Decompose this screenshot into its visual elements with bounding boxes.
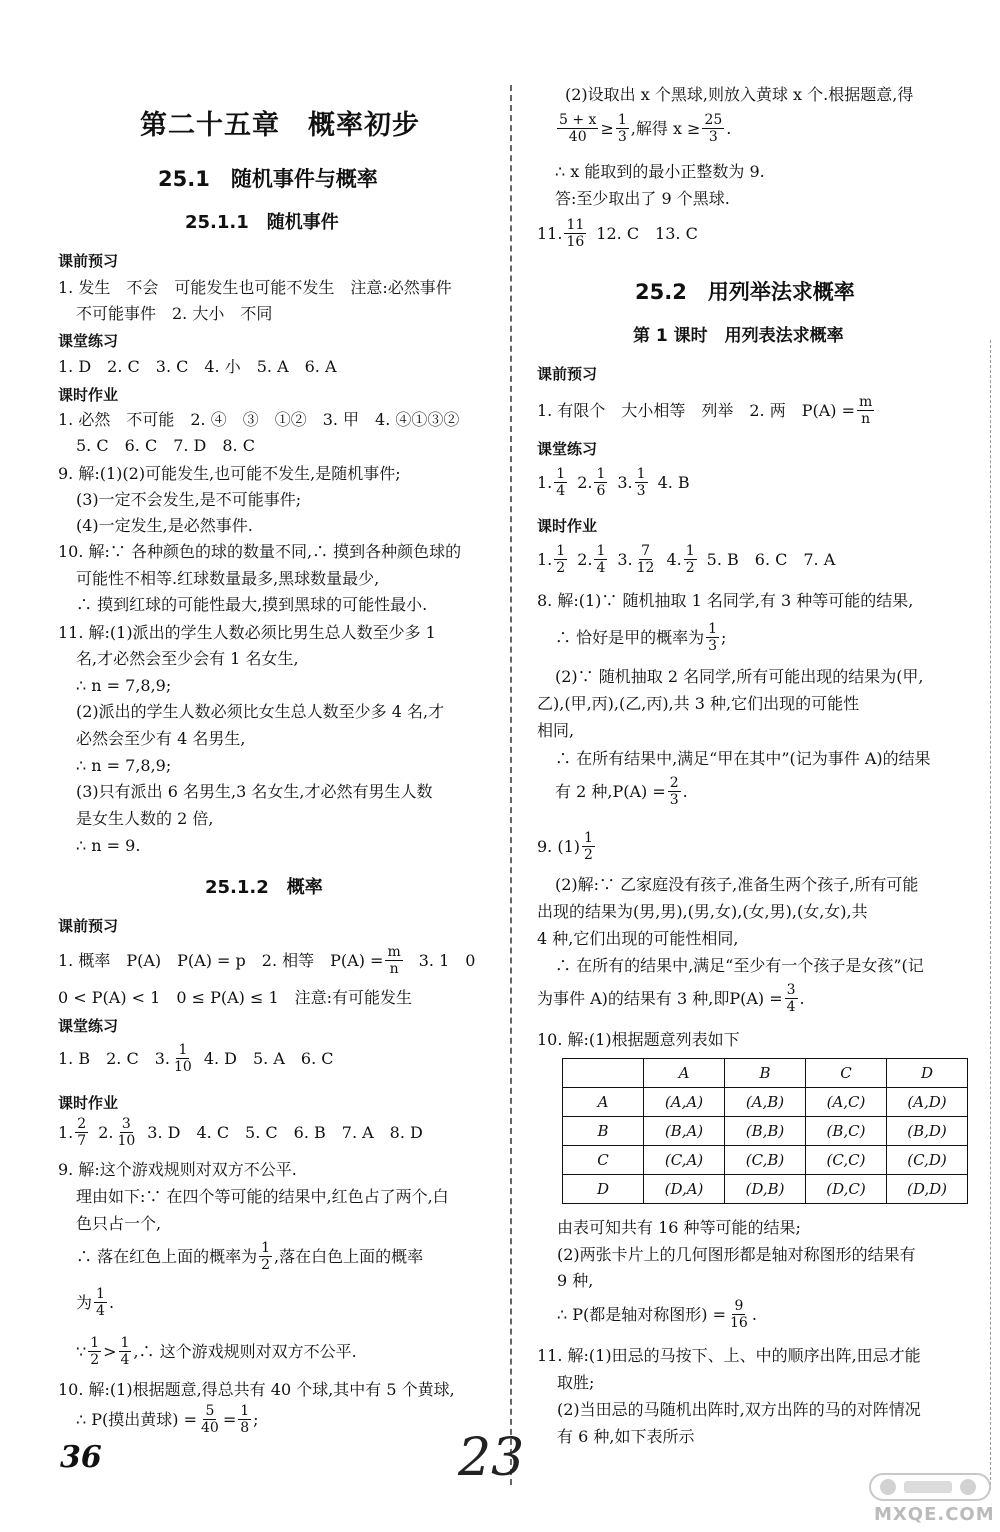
text-line: 相同, [537,721,575,740]
table-row [563,1117,968,1146]
table-row-label: C [563,1146,644,1175]
text-line: 4 种,它们出现的可能性相同, [537,929,739,948]
text-run: ∴ 恰好是甲的概率为 [555,627,705,647]
text-line-fraction [58,1042,334,1075]
fraction [594,543,607,576]
fraction [564,217,586,250]
table-cell: (A,A) [644,1088,725,1117]
numerator: 7 [641,543,651,559]
table-cell: (B,C) [806,1117,887,1146]
denominator: 10 [117,1133,136,1149]
text-run: 有 2 种,P(A) = [555,781,666,801]
text-line: 出现的结果为(男,男),(男,女),(女,男),(女,女),共 [537,902,868,921]
numerator: 1 [556,466,566,482]
text-line-fraction [555,112,731,145]
numerator: 9 [734,1298,744,1314]
denominator: 12 [636,560,655,576]
text-run: ,解得 x ≥ [630,118,701,138]
text-line: 必然会至少有 4 名男生, [76,729,246,748]
text-line: 9 种, [557,1271,594,1290]
fraction [199,1403,221,1436]
fraction [172,1042,194,1075]
text-line: (2)当田忌的马随机出阵时,双方出阵的马的对阵情况 [557,1400,921,1419]
table-cell: (C,C) [806,1146,887,1175]
denominator: 10 [173,1059,192,1075]
denominator: 6 [596,483,606,499]
text-line: 1. 发生 不会 可能发生也可能不发生 注意:必然事件 [58,278,452,297]
text-run: 1. B 2. C 3. [58,1048,170,1068]
fraction [75,1116,88,1149]
denominator: 4 [556,483,566,499]
denominator: 4 [120,1352,130,1368]
denominator: 7 [77,1133,87,1149]
section-title-25-2: 25.2 用列举法求概率 [635,280,855,304]
text-line: 11. 解:(1)田忌的马按下、上、中的顺序出阵,田忌才能 [537,1346,921,1365]
denominator: 40 [568,129,587,145]
denominator: 4 [786,999,796,1015]
text-run: ∴ P(都是轴对称图形) = [557,1304,727,1324]
text-line: (2)设取出 x 个黑球,则放入黄球 x 个.根据题意,得 [565,85,914,104]
text-run: . [799,988,805,1008]
numerator: 1 [617,112,627,128]
text-line: 10. 解:(1)根据题意列表如下 [537,1030,740,1049]
table-row [563,1175,968,1204]
numerator: 1 [261,1240,271,1256]
numerator: 1 [556,543,566,559]
denominator: 16 [566,234,585,250]
watermark-text: MXQE.COM [874,1504,995,1525]
text-run: 为事件 A)的结果有 3 种,即P(A) = [537,988,783,1008]
table-cell: (A,B) [725,1088,806,1117]
table-cell: (B,D) [887,1117,968,1146]
fraction [702,112,724,145]
numerator: 1 [596,466,606,482]
table-header-cell: A [644,1059,725,1088]
label-homework: 课时作业 [58,386,119,404]
text-line: (3)一定不会发生,是不可能事件; [76,490,302,509]
fraction [385,944,402,977]
column-divider [510,85,512,1485]
label-preview: 课前预习 [58,252,119,270]
text-line: 名,才必然会至少会有 1 名女生, [76,649,299,668]
text-line: 1. 必然 不可能 2. ④ ③ ①② 3. 甲 4. ④①③② [58,410,460,429]
text-line: 由表可知共有 16 种等可能的结果; [557,1218,801,1237]
text-run: 4. [666,549,682,569]
table-cell: (C,A) [644,1146,725,1175]
table-header-row [563,1059,968,1088]
fraction [668,775,681,808]
text-line: 取胜; [557,1373,595,1392]
text-run: 4. D 5. A 6. C [203,1048,334,1068]
denominator: 4 [96,1303,105,1319]
numerator: 1 [96,1286,105,1302]
table-row-label: D [563,1175,644,1204]
text-run: 3. D 4. C 5. C 6. B 7. A 8. D [147,1122,423,1142]
text-run: 3. 1 0 [418,950,476,970]
text-line-fraction [76,1240,423,1273]
numerator: 25 [704,112,723,128]
text-line: (2)两张卡片上的几何图形都是轴对称图形的结果有 [557,1245,916,1264]
denominator: 3 [669,792,679,808]
text-line: 是女生人数的 2 倍, [76,809,214,828]
text-run: = [222,1409,237,1429]
text-line-fraction [537,394,876,427]
table-cell: (D,C) [806,1175,887,1204]
label-preview: 课前预习 [58,917,119,935]
text-line-fraction [555,621,726,654]
text-line: 不可能事件 2. 大小 不同 [76,304,273,323]
fraction [706,621,719,654]
text-line: ∴ n = 7,8,9; [76,676,172,695]
fraction [635,466,648,499]
fraction [635,543,657,576]
numerator: 1 [584,830,593,846]
text-run: 3. [617,472,633,492]
text-run: ∵ [76,1341,87,1361]
fraction [582,830,595,863]
text-line-fraction [537,982,805,1015]
denominator: 3 [708,129,718,145]
chapter-title: 第二十五章 概率初步 [140,110,420,141]
text-run: 11. [537,223,563,243]
numerator: 1 [240,1403,250,1419]
outcome-table [562,1058,968,1204]
text-line: ∴ n = 9. [76,836,141,855]
text-line: 理由如下:∵ 在四个等可能的结果中,红色占了两个,白 [76,1187,449,1206]
numerator: 1 [636,466,646,482]
numerator: 2 [77,1116,87,1132]
text-line: 色只占一个, [76,1214,162,1233]
text-line-fraction [557,1298,757,1331]
text-run: 1. [537,549,553,569]
fraction [594,466,607,499]
table-cell: (B,A) [644,1117,725,1146]
denominator: 2 [556,560,566,576]
text-line-fraction [537,466,690,499]
text-line-fraction [537,830,597,863]
label-classwork: 课堂练习 [58,1017,119,1035]
table-row-label: A [563,1088,644,1117]
text-run: 1. [58,1122,74,1142]
table-header-cell: D [887,1059,968,1088]
text-run: . [682,781,688,801]
text-line: 答:至少取出了 9 个黑球. [555,189,730,208]
text-run: 为 [76,1292,93,1312]
fraction [684,543,697,576]
table-cell: (D,B) [725,1175,806,1204]
label-preview: 课前预习 [537,365,598,383]
table-cell: (A,D) [887,1088,968,1117]
denominator: 4 [596,560,606,576]
handwritten-number: 23 [458,1428,525,1488]
denominator: 3 [617,129,627,145]
text-run: ,∴ 这个游戏规则对双方不公平. [133,1341,357,1361]
page-edge-line [990,340,991,1490]
fraction [557,112,598,145]
table-row-label: B [563,1117,644,1146]
denominator: 16 [730,1315,748,1331]
numerator: 2 [669,775,679,791]
text-line-fraction [537,217,698,250]
text-line: 可能性不相等.红球数量最多,黑球数量最少, [76,569,380,588]
label-homework: 课时作业 [58,1094,119,1112]
denominator: 2 [584,847,593,863]
table-cell: (D,D) [887,1175,968,1204]
text-line: ∴ 摸到红球的可能性最大,摸到黑球的可能性最小. [76,595,428,614]
numerator: 5 [205,1403,215,1419]
numerator: 5 + x [559,112,597,128]
text-line-fraction [537,543,835,576]
subsection-title-25-1-1: 25.1.1 随机事件 [185,212,339,233]
denominator: n [861,411,871,427]
label-classwork: 课堂练习 [58,332,119,350]
table-cell: (A,C) [806,1088,887,1117]
table-cell: (C,B) [725,1146,806,1175]
fraction [785,982,798,1015]
watermark [868,1470,995,1528]
numerator: 1 [708,621,718,637]
page-number: 36 [60,1440,102,1475]
numerator: 1 [178,1042,188,1058]
text-run: ; [253,1409,259,1429]
text-line-fraction [76,1286,114,1319]
numerator: 1 [120,1335,130,1351]
table-cell: (D,A) [644,1175,725,1204]
text-line-fraction [58,1116,423,1149]
text-line: 1. D 2. C 3. C 4. 小 5. A 6. A [58,357,337,376]
text-run: 9. (1) [537,836,581,856]
text-line: (3)只有派出 6 名男生,3 名女生,才必然有男生人数 [76,782,433,801]
section-title-25-1: 25.1 随机事件与概率 [158,167,378,191]
table-header-cell: B [725,1059,806,1088]
numerator: 11 [566,217,585,233]
fraction [259,1240,272,1273]
denominator: n [389,961,399,977]
subsection-title-25-1-2: 25.1.2 概率 [205,877,323,898]
denominator: 2 [90,1352,100,1368]
text-run: 1. [537,472,553,492]
text-line: 9. 解:(1)(2)可能发生,也可能不发生,是随机事件; [58,464,401,483]
text-run: . [726,118,732,138]
text-run: 3. [617,549,633,569]
numerator: m [387,944,401,960]
text-line: 5. C 6. C 7. D 8. C [76,436,255,455]
numerator: 1 [685,543,695,559]
fraction [728,1298,750,1331]
text-line: 9. 解:这个游戏规则对双方不公平. [58,1160,297,1179]
text-line: (2)∵ 随机抽取 2 名同学,所有可能出现的结果为(甲, [555,667,924,686]
text-line-fraction [76,1335,357,1368]
table-row [563,1088,968,1117]
label-classwork: 课堂练习 [537,440,598,458]
fraction [554,543,567,576]
denominator: 8 [240,1420,250,1436]
numerator: 1 [596,543,606,559]
text-run: ; [721,627,727,647]
fraction [857,394,874,427]
table-cell: (C,D) [887,1146,968,1175]
table-cell: (B,B) [725,1117,806,1146]
numerator: 1 [90,1335,100,1351]
fraction [88,1335,101,1368]
text-run: . [108,1292,115,1312]
text-line-fraction [58,944,475,977]
text-line-fraction [555,775,688,808]
denominator: 2 [685,560,695,576]
numerator: 3 [786,982,796,998]
text-line: ∴ 在所有的结果中,满足“至少有一个孩子是女孩”(记 [555,956,924,975]
text-run: ∴ 落在红色上面的概率为 [76,1246,258,1266]
fraction [115,1116,137,1149]
lesson-title: 第 1 课时 用列表法求概率 [633,326,844,346]
denominator: 2 [261,1257,271,1273]
text-run: ,落在白色上面的概率 [274,1246,424,1266]
text-run: 2. [577,549,593,569]
text-line: (2)解:∵ 乙家庭没有孩子,准备生两个孩子,所有可能 [555,875,919,894]
text-run: . [751,1304,757,1324]
text-run: 2. [98,1122,114,1142]
fraction [119,1335,132,1368]
denominator: 3 [708,638,718,654]
text-line: 0 < P(A) < 1 0 ≤ P(A) ≤ 1 注意:有可能发生 [58,988,413,1007]
text-run: 2. [577,472,593,492]
text-line: 11. 解:(1)派出的学生人数必须比男生总人数至少多 1 [58,623,436,642]
fraction [94,1286,107,1319]
text-line: 乙),(甲,丙),(乙,丙),共 3 种,它们出现的可能性 [537,694,860,713]
denominator: 40 [201,1420,219,1436]
text-line: 有 6 种,如下表所示 [557,1427,695,1446]
table-header-cell [563,1059,644,1088]
text-run: 1. 有限个 大小相等 列举 2. 两 P(A) = [537,400,856,420]
label-homework: 课时作业 [537,517,598,535]
text-line: ∴ n = 7,8,9; [76,756,172,775]
fraction [616,112,629,145]
text-run: 5. B 6. C 7. A [706,549,836,569]
text-line-fraction [76,1403,259,1436]
text-run: ≥ [600,118,614,138]
table-header-cell: C [806,1059,887,1088]
text-line: (2)派出的学生人数必须比女生总人数至少多 4 名,才 [76,702,445,721]
text-run: 12. C 13. C [596,223,698,243]
numerator: m [859,394,873,410]
text-line: 8. 解:(1)∵ 随机抽取 1 名同学,有 3 种等可能的结果, [537,591,914,610]
text-line: ∴ x 能取到的最小正整数为 9. [555,162,765,181]
text-line: 10. 解:(1)根据题意,得总共有 40 个球,其中有 5 个黄球, [58,1380,455,1399]
fraction [554,466,567,499]
table-row [563,1146,968,1175]
text-run: > [103,1341,117,1361]
watermark-logo-icon [868,1470,992,1504]
text-run: ∴ P(摸出黄球) = [76,1409,198,1429]
fraction [238,1403,251,1436]
text-run: 1. 概率 P(A) P(A) = p 2. 相等 P(A) = [58,950,384,970]
text-line: ∴ 在所有结果中,满足“甲在其中”(记为事件 A)的结果 [555,749,931,768]
text-run: 4. B [657,472,690,492]
denominator: 3 [636,483,646,499]
numerator: 3 [121,1116,131,1132]
text-line: 10. 解:∵ 各种颜色的球的数量不同,∴ 摸到各种颜色球的 [58,542,462,561]
text-line: (4)一定发生,是必然事件. [76,516,253,535]
